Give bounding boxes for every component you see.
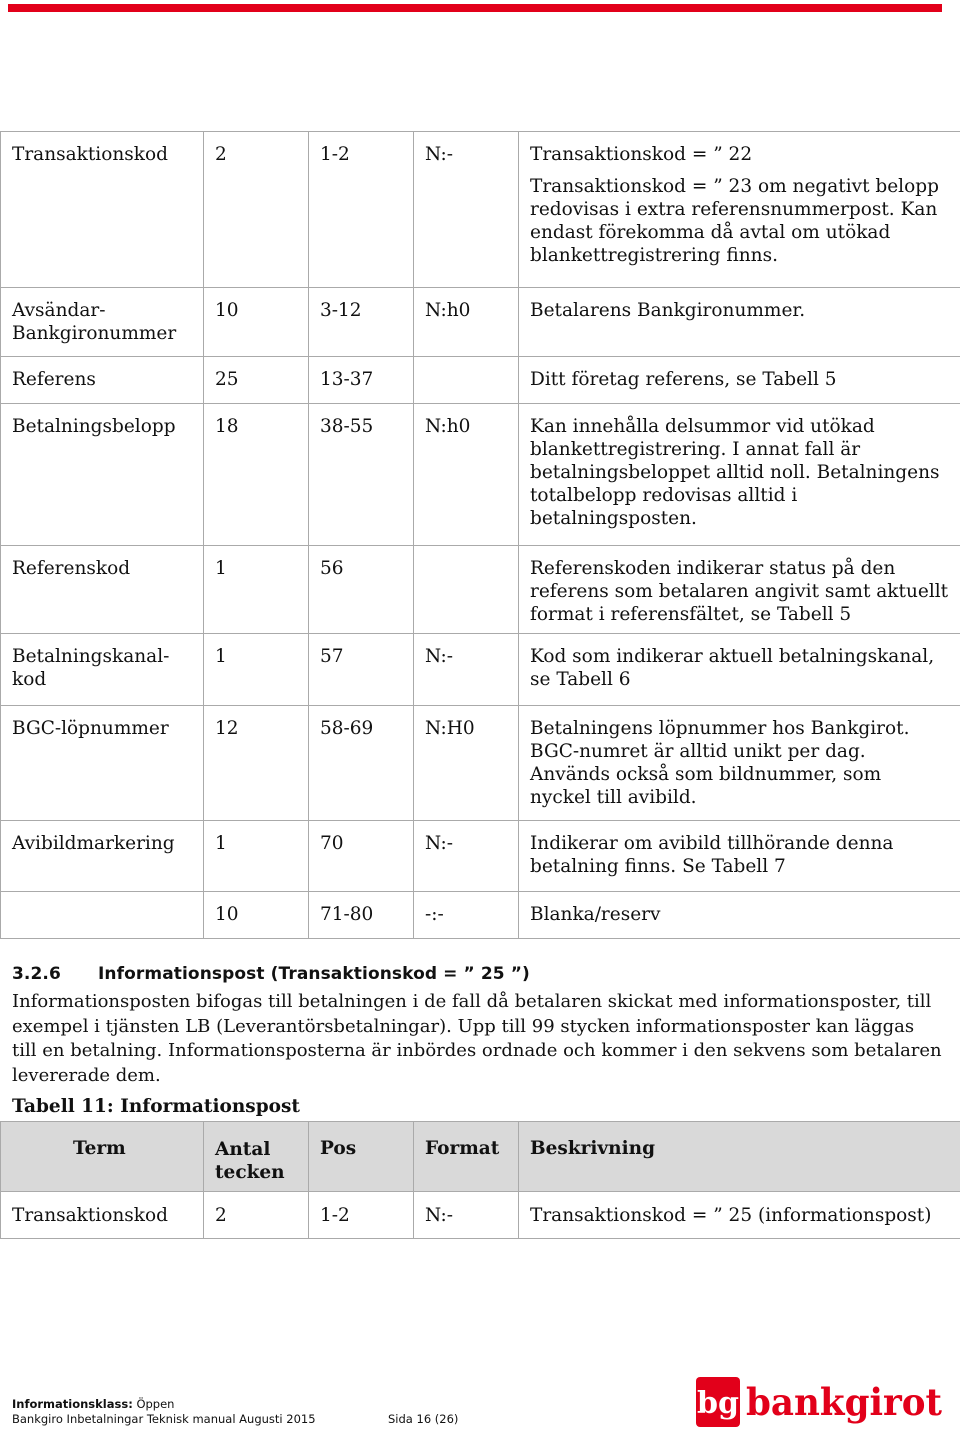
format-value: N:h0	[425, 300, 471, 321]
section-paragraph: Informationsposten bifogas till betalningen i de fall då betalaren skickat med informationsposter, till exempel i tjänsten LB (Leverantörsbetalningar). Upp till 99 stycken informationsposter kan läggas till en betalning. Informationsposterna är inbördes ordnade och kommer i den sekvens som betalaren levererade dem.	[12, 991, 942, 1086]
section-number: 3.2.6	[12, 964, 61, 984]
cell-antal	[204, 174, 309, 288]
cell-term: Transaktionskod	[1, 1192, 204, 1239]
section-title: Informationspost (Transaktionskod = ” 25 ”)	[98, 964, 530, 984]
informationspost-table	[0, 1121, 960, 1239]
term-line: Betalningsbelopp	[12, 416, 176, 437]
format-value: N:h0	[425, 416, 471, 437]
cell-term	[1, 634, 204, 706]
cell-format	[414, 546, 519, 634]
cell-format	[414, 132, 519, 174]
cell-format	[414, 634, 519, 706]
table-row	[1, 174, 960, 288]
cell-antal	[204, 357, 309, 404]
cell-antal	[204, 404, 309, 546]
cell-desc	[519, 892, 960, 939]
pos-value: 56	[320, 558, 344, 579]
desc-line: endast förekomma då avtal om utökad	[530, 221, 891, 243]
cell-term	[1, 892, 204, 939]
document-title: Bankgiro Inbetalningar Teknisk manual Augusti 2015	[12, 1412, 316, 1426]
header-antal-line1: Antal	[215, 1139, 271, 1160]
desc-line: Används också som bildnummer, som	[530, 764, 882, 785]
desc-line: betalning finns. Se Tabell 7	[530, 856, 786, 877]
cell-desc	[519, 706, 960, 821]
pos-value: 1-2	[320, 144, 350, 165]
term-line: Transaktionskod	[12, 144, 168, 165]
format-value: -:-	[425, 904, 444, 925]
table-row	[1, 132, 960, 174]
cell-desc: Transaktionskod = ” 25 (informationspost)	[519, 1192, 960, 1239]
cell-term	[1, 357, 204, 404]
term-line: Avsändar-	[12, 300, 106, 321]
cell-format: N:-	[414, 1192, 519, 1239]
cell-term	[1, 821, 204, 892]
table-row	[1, 288, 960, 357]
cell-antal	[204, 132, 309, 174]
cell-desc	[519, 404, 960, 546]
antal-value: 25	[215, 369, 239, 390]
desc-line: betalningsposten.	[530, 508, 697, 529]
cell-antal: 2	[204, 1192, 309, 1239]
cell-pos	[309, 404, 414, 546]
table-row	[1, 892, 960, 939]
cell-format	[414, 706, 519, 821]
cell-term	[1, 706, 204, 821]
pos-value: 70	[320, 833, 344, 854]
cell-pos	[309, 174, 414, 288]
record-spec-table	[0, 131, 960, 939]
desc-line: Kan innehålla delsummor vid utökad	[530, 416, 875, 437]
classification-line	[12, 1397, 316, 1412]
record-spec-table-body	[1, 132, 960, 939]
bankgirot-logo	[696, 1377, 946, 1427]
desc-line: blankettregistrering. I annat fall är	[530, 439, 861, 460]
format-value: N:-	[425, 833, 454, 854]
cell-term	[1, 404, 204, 546]
classification-label: Informationsklass:	[12, 1397, 133, 1411]
table-row	[1, 546, 960, 634]
cell-format	[414, 174, 519, 288]
table-row	[1, 357, 960, 404]
desc-line: blankettregistrering finns.	[530, 244, 778, 266]
format-value: N:-	[425, 646, 454, 667]
cell-desc	[519, 634, 960, 706]
section-heading	[12, 964, 530, 984]
cell-desc	[519, 174, 960, 288]
antal-value: 1	[215, 833, 227, 854]
table-header-row	[1, 1122, 960, 1192]
header-pos: Pos	[309, 1122, 414, 1192]
term-line: Bankgironummer	[12, 323, 177, 344]
cell-pos	[309, 357, 414, 404]
cell-antal	[204, 821, 309, 892]
page-footer	[12, 1397, 459, 1427]
desc-line: nyckel till avibild.	[530, 787, 697, 808]
desc-line: format i referensfältet, se Tabell 5	[530, 604, 852, 625]
table-row	[1, 1192, 960, 1239]
cell-term	[1, 288, 204, 357]
term-line: Referenskod	[12, 558, 131, 579]
header-format: Format	[414, 1122, 519, 1192]
cell-pos	[309, 892, 414, 939]
format-value: N:-	[425, 144, 454, 165]
cell-desc	[519, 821, 960, 892]
table-caption: Tabell 11: Informationspost	[12, 1096, 300, 1117]
table-row	[1, 634, 960, 706]
desc-line: Referenskoden indikerar status på den	[530, 558, 896, 579]
desc-line: redovisas i extra referensnummerpost. Kan	[530, 198, 938, 220]
cell-pos	[309, 546, 414, 634]
desc-line: Blanka/reserv	[530, 904, 661, 925]
antal-value: 1	[215, 558, 227, 579]
antal-value: 10	[215, 300, 239, 321]
antal-value: 10	[215, 904, 239, 925]
cell-antal	[204, 634, 309, 706]
pos-value: 38-55	[320, 416, 374, 437]
cell-format	[414, 404, 519, 546]
term-line: Referens	[12, 369, 96, 390]
cell-desc	[519, 132, 960, 174]
term-line: Betalningskanal-	[12, 646, 170, 667]
table-row	[1, 821, 960, 892]
cell-antal	[204, 288, 309, 357]
cell-term	[1, 132, 204, 174]
desc-line: se Tabell 6	[530, 669, 631, 690]
desc-line: BGC-numret är alltid unikt per dag.	[530, 741, 866, 762]
antal-value: 18	[215, 416, 239, 437]
pos-value: 57	[320, 646, 344, 667]
cell-format	[414, 288, 519, 357]
logo-mark: bg	[697, 1386, 739, 1421]
term-line: BGC-löpnummer	[12, 718, 169, 739]
cell-desc	[519, 288, 960, 357]
cell-antal	[204, 546, 309, 634]
antal-value: 12	[215, 718, 239, 739]
cell-format	[414, 892, 519, 939]
term-line: Avibildmarkering	[12, 833, 175, 854]
cell-pos	[309, 821, 414, 892]
header-term: Term	[1, 1122, 204, 1192]
cell-term	[1, 174, 204, 288]
desc-line: Transaktionskod = ” 23 om negativt belopp	[530, 175, 939, 197]
header-beskrivning: Beskrivning	[519, 1122, 960, 1192]
cell-pos	[309, 132, 414, 174]
cell-format	[414, 357, 519, 404]
top-red-bar	[8, 4, 942, 12]
desc-line: betalningsbeloppet alltid noll. Betalningens	[530, 462, 940, 483]
page-number: Sida 16 (26)	[388, 1412, 459, 1426]
desc-line: totalbelopp redovisas alltid i	[530, 485, 798, 506]
logo-wordmark: bankgirot	[746, 1380, 942, 1424]
cell-term	[1, 546, 204, 634]
desc-line: Transaktionskod = ” 22	[530, 144, 753, 165]
cell-pos: 1-2	[309, 1192, 414, 1239]
cell-format	[414, 821, 519, 892]
cell-pos	[309, 634, 414, 706]
desc-line: referens som betalaren angivit samt aktuellt	[530, 581, 949, 602]
cell-desc	[519, 546, 960, 634]
desc-line: Ditt företag referens, se Tabell 5	[530, 369, 837, 390]
table-row	[1, 404, 960, 546]
cell-desc	[519, 357, 960, 404]
cell-antal	[204, 892, 309, 939]
desc-line: Indikerar om avibild tillhörande denna	[530, 833, 894, 854]
pos-value: 71-80	[320, 904, 374, 925]
cell-antal	[204, 706, 309, 821]
desc-line: Betalningens löpnummer hos Bankgirot.	[530, 718, 910, 739]
term-line: kod	[12, 669, 47, 690]
antal-value: 1	[215, 646, 227, 667]
cell-pos	[309, 706, 414, 821]
antal-value: 2	[215, 144, 227, 165]
table-row	[1, 706, 960, 821]
desc-line: Kod som indikerar aktuell betalningskanal,	[530, 646, 935, 667]
cell-pos	[309, 288, 414, 357]
pos-value: 58-69	[320, 718, 374, 739]
pos-value: 13-37	[320, 369, 374, 390]
header-antal	[204, 1122, 309, 1192]
pos-value: 3-12	[320, 300, 362, 321]
format-value: N:H0	[425, 718, 475, 739]
header-antal-line2: tecken	[215, 1162, 285, 1183]
desc-line: Betalarens Bankgironummer.	[530, 300, 806, 321]
classification-value: Öppen	[136, 1397, 175, 1411]
